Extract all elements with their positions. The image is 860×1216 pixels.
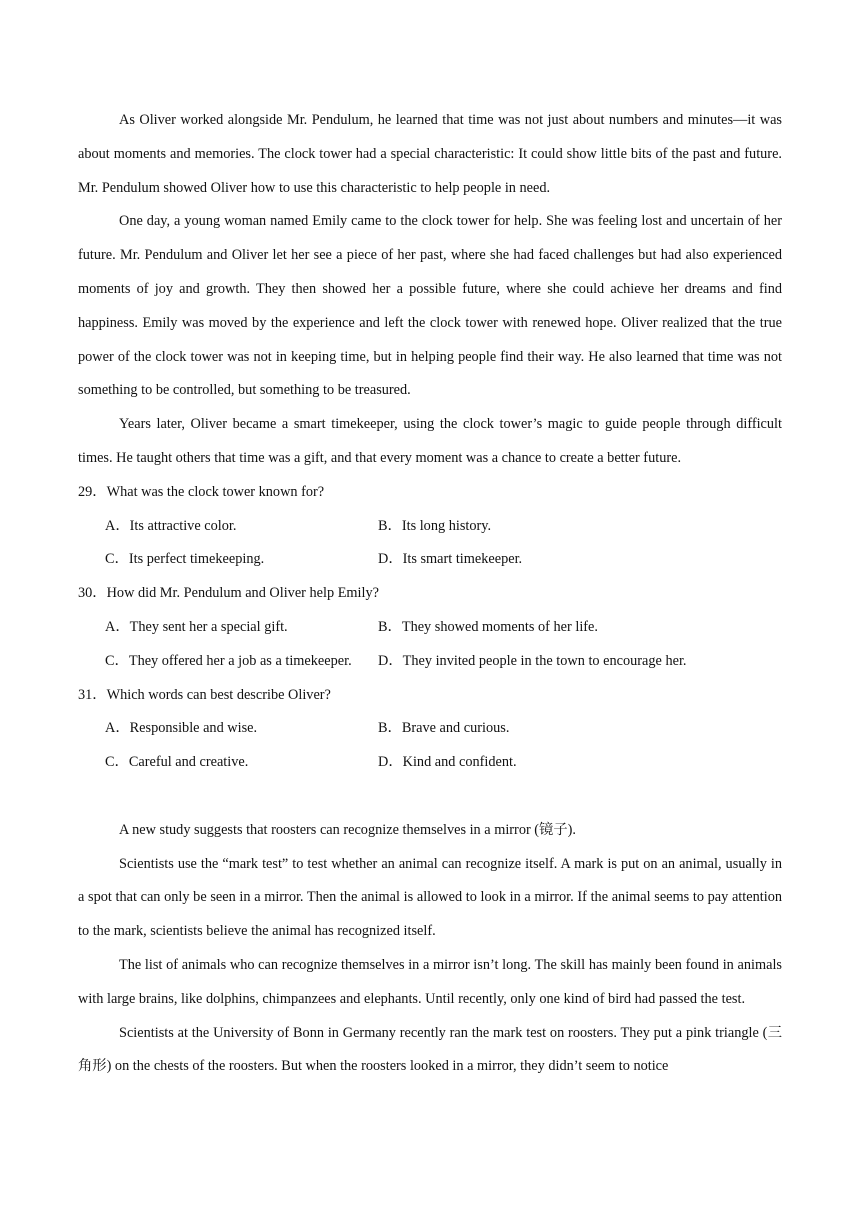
question-stem: 29．What was the clock tower known for? bbox=[78, 483, 325, 500]
option-c: C．They offered her a job as a timekeeper. bbox=[105, 652, 352, 669]
option-b: B．They showed moments of her life. bbox=[378, 618, 598, 635]
reading-passage-1 bbox=[78, 104, 782, 476]
question-options bbox=[78, 712, 782, 780]
reading-passage-2 bbox=[78, 814, 782, 1084]
paragraph: One day, a young woman named Emily came to the clock tower for help. She was feeling lost and uncertain of her future. Mr. Pendulum and Oliver let her see a piece of her past, where she had faced challenges but had also experienced moments of joy and growth. They then showed her a possible future, where she could achieve her dreams and find happiness. Emily was moved by the experience and left the clock tower with renewed hope. Oliver realized that the true power of the clock tower was not in keeping time, but in helping people find their way. He also learned that time was not something to be controlled, but something to be treasured. bbox=[78, 213, 782, 399]
option-c: C．Its perfect timekeeping. bbox=[105, 551, 265, 568]
option-a: A．Responsible and wise. bbox=[105, 720, 258, 737]
question-31 bbox=[78, 679, 782, 780]
option-d: D．They invited people in the town to encourage her. bbox=[378, 652, 687, 669]
option-b: B．Brave and curious. bbox=[378, 720, 510, 737]
option-a: A．They sent her a special gift. bbox=[105, 618, 288, 635]
paragraph: The list of animals who can recognize themselves in a mirror isn’t long. The skill has mainly been found in animals with large brains, like dolphins, chimpanzees and elephants. Until recently, only one kind of bird had passed the test. bbox=[78, 956, 782, 1007]
paragraph: Scientists use the “mark test” to test whether an animal can recognize itself. A mark is put on an animal, usually in a spot that can only be seen in a mirror. Then the animal is allowed to look in a mirror. If the animal seems to pay attention to the mark, scientists believe the animal has recognized itself. bbox=[78, 855, 782, 940]
section-gap bbox=[78, 780, 782, 814]
question-stem: 31．Which words can best describe Oliver? bbox=[78, 686, 331, 703]
question-30 bbox=[78, 577, 782, 678]
option-b: B．Its long history. bbox=[378, 517, 492, 534]
option-d: D．Kind and confident. bbox=[378, 754, 517, 771]
paragraph: As Oliver worked alongside Mr. Pendulum, he learned that time was not just about numbers and minutes—it was about moments and memories. The clock tower had a special characteristic: It could show little bits of the past and future. Mr. Pendulum showed Oliver how to use this characteristic to help people in need. bbox=[78, 112, 782, 196]
option-d: D．Its smart timekeeper. bbox=[378, 551, 523, 568]
question-29 bbox=[78, 476, 782, 577]
paragraph: Scientists at the University of Bonn in Germany recently ran the mark test on roosters. They put a pink triangle (三角形) on the chests of the roosters. But when the roosters looked in a mirror, they didn’t seem to notice bbox=[78, 1024, 782, 1075]
paragraph: A new study suggests that roosters can recognize themselves in a mirror (镜子). bbox=[119, 821, 576, 838]
document-page bbox=[78, 104, 782, 1084]
option-c: C．Careful and creative. bbox=[105, 754, 249, 771]
option-a: A．Its attractive color. bbox=[105, 517, 237, 534]
paragraph: Years later, Oliver became a smart timekeeper, using the clock tower’s magic to guide people through difficult times. He taught others that time was a gift, and that every moment was a chance to create a better future. bbox=[78, 416, 782, 466]
question-options bbox=[78, 611, 782, 679]
question-options bbox=[78, 510, 782, 578]
question-stem: 30．How did Mr. Pendulum and Oliver help Emily? bbox=[78, 585, 379, 602]
